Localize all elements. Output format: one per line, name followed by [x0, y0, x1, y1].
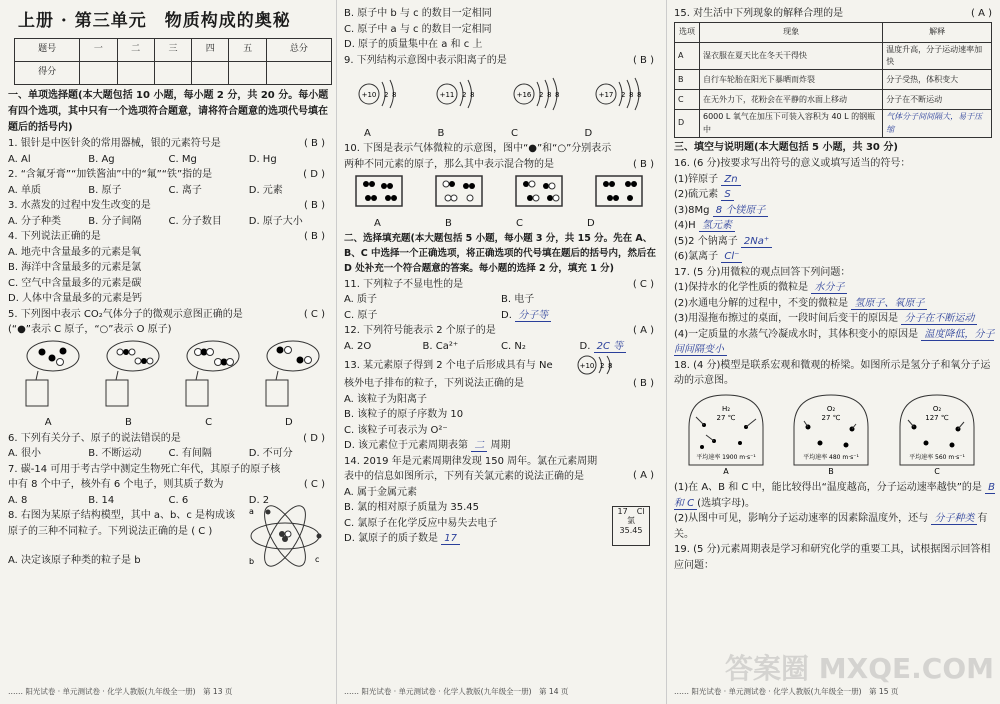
question-17: 17. (5 分)用微粒的观点回答下列问题： [674, 266, 851, 278]
options-7: A. 8 B. 14 C. 6 D. 2 [8, 494, 270, 506]
page-15 [668, 0, 1000, 704]
options-12: A. 2O B. Ca²⁺ C. N₂ D. 2C 等 [344, 339, 658, 355]
options-2: A. 单质 B. 原子 C. 离子 D. 元素 [8, 184, 283, 196]
answer-7: ( C ) [303, 479, 325, 491]
answer-5: ( C ) [303, 308, 325, 320]
phenomena-table: 选项 现象 解释 A 湿衣服在夏天比在冬天干得快 温度升高，分子运动速率加快 B 自行车轮胎在阳光下暴晒而炸裂 分子受热，体积变大 C 在无外力下，花粉会在平静的水面上移动 分子在不断运动 D 6000 L 氧气在加压下可装入容积为 40 L 的钢瓶中 气体分子间间隔大，易于压缩 [674, 22, 992, 139]
page-footer: …… 阳光试卷 · 单元测试卷 · 化学人教版(九年级全一册) 第 14 页 [344, 687, 569, 697]
question-13: 13. 某元素原子得到 2 个电子后形成具有与 Ne +10 2 8 [344, 354, 658, 376]
q16-item-4: (4)H 氢元素 [674, 218, 996, 234]
jar-a [26, 341, 79, 406]
q16-item-5: (5)2 个钠离子 2Na⁺ [674, 234, 996, 250]
atomic-number: 17 [617, 506, 628, 516]
score-cell[interactable] [154, 62, 191, 85]
page-13 [0, 0, 335, 704]
gas-particles-figure [344, 172, 656, 210]
watermark: 答案圈 MXQE.COM [725, 651, 994, 685]
question-3: 3. 水蒸发的过程中发生改变的是 ( B ) [8, 198, 329, 214]
section-1-heading: 一、单项选择题(本大题包括 10 小题，每小题 2 分，共 20 分。每小题有四个选项，其中只有一个选项符合题意，请将符合题意的选项代号填在题后的括号内) [8, 90, 329, 134]
question-10: 10. 下图是表示气体微粒的示意图，图中“●”和“○”分别表示两种不同元素的原子，那么其中表示混合物的是 ( B ) [344, 141, 658, 172]
svg-text:O₂: O₂ [826, 404, 836, 413]
score-label: 得分 [15, 62, 80, 85]
svg-text:8: 8 [392, 91, 397, 99]
question-4: 4. 下列说法正确的是 ( B ) [8, 229, 329, 245]
options-11b: C. 原子 D. 分子等 [344, 308, 658, 324]
option-13c: C. 该粒子可表示为 O²⁻ [344, 424, 448, 436]
element-name: 氯 [627, 516, 635, 526]
atomic-mass: 35.45 [619, 525, 643, 535]
jar-b [106, 341, 159, 406]
fill-11[interactable]: 分子等 [515, 310, 551, 322]
score-header: 五 [229, 39, 266, 62]
question-18: 18. (4 分)模型是联系宏观和微观的桥梁。如图所示是氢分子和氧分子运动的示意图。 [674, 359, 991, 387]
svg-text:8: 8 [470, 91, 475, 99]
svg-text:2: 2 [600, 362, 605, 371]
answer-13: ( B ) [632, 378, 654, 390]
box-c [516, 176, 562, 206]
answer-2: ( D ) [303, 169, 325, 181]
table-row: A 湿衣服在夏天比在冬天干得快 温度升高，分子运动速率加快 [675, 42, 992, 70]
structure-d [596, 78, 641, 110]
options-1: A. Al B. Ag C. Mg D. Hg [8, 153, 277, 165]
box-b [436, 176, 482, 206]
fill-13[interactable]: 二 [471, 440, 487, 452]
svg-text:27 ℃: 27 ℃ [716, 413, 736, 422]
option-14d: D. 氯原子的质子数是 17 [344, 531, 658, 547]
structure-a [359, 80, 396, 108]
table-row: B 自行车轮胎在阳光下暴晒而炸裂 分子受热，体积变大 [675, 70, 992, 90]
options-6: A. 很小 B. 不断运动 C. 有间隔 D. 不可分 [8, 448, 293, 460]
option-14c: C. 氯原子在化学反应中易失去电子 [344, 517, 498, 529]
answer-4: ( B ) [303, 231, 325, 243]
question-2: 2. “含氟牙膏”“加铁酱油”中的“氟”“铁”指的是 ( D ) [8, 167, 329, 183]
score-table [14, 38, 332, 85]
score-header: 三 [154, 39, 191, 62]
svg-text:127 ℃: 127 ℃ [925, 413, 949, 422]
unit-title: 上册 · 第三单元 物质构成的奥秘 [18, 11, 291, 31]
answer-12: ( A ) [632, 325, 654, 337]
q16-item-6: (6)氯离子 Cl⁻ [674, 249, 996, 265]
svg-text:+11: +11 [439, 91, 455, 99]
ne-structure-icon [576, 354, 628, 376]
diagram-label-b: b [249, 557, 255, 567]
atom-model-figure [245, 504, 325, 568]
fill-15[interactable]: 气体分子间间隔大，易于压缩 [886, 112, 983, 134]
section-3-heading: 三、填空与说明题(本大题包括 5 小题，共 30 分) [674, 142, 898, 154]
ion-structure-figure [344, 68, 656, 120]
svg-text:+10: +10 [579, 362, 595, 371]
page-footer: …… 阳光试卷 · 单元测试卷 · 化学人教版(九年级全一册) 第 15 页 [674, 687, 899, 697]
options-3: A. 分子种类 B. 分子间隔 C. 分子数目 D. 原子大小 [8, 215, 303, 227]
element-symbol: Cl [636, 506, 645, 516]
score-header: 题号 [15, 39, 80, 62]
question-1: 1. 银针是中医针灸的常用器械，银的元素符号是 ( B ) [8, 136, 329, 152]
fill-12[interactable]: 2C 等 [594, 341, 627, 353]
question-5-note: (“●”表示 C 原子，“○”表示 O 原子) [8, 324, 172, 336]
question-14: 14. 2019 年是元素周期律发现 150 周年。氯在元素周期表中的信息如图所示，下列有关氯元素的说法正确的是 [344, 455, 598, 483]
question-5: 5. 下列图中表示 CO₂气体分子的微观示意图正确的是 ( C ) [8, 307, 329, 323]
svg-text:+16: +16 [516, 91, 532, 99]
answer-6: ( D ) [303, 432, 325, 444]
labels-9: A B C D [364, 127, 593, 139]
svg-text:+10: +10 [361, 91, 377, 99]
table-row: D 6000 L 氧气在加压下可装入容积为 40 L 的钢瓶中 气体分子间间隔大，易于压缩 [675, 110, 992, 138]
option-14b: B. 氯的相对原子质量为 35.45 [344, 502, 480, 514]
option-8b: B. 原子中 b 与 c 的数目一定相同 [344, 8, 492, 19]
score-header: 总分 [266, 39, 331, 62]
option-13b: B. 该粒子的原子序数为 10 [344, 409, 464, 421]
option-13a: A. 该粒子为阳离子 [344, 393, 428, 405]
answer-10: ( B ) [632, 158, 654, 170]
q18-part-1: (1)在 A、B 和 C 中，能比较得出“温度越高，分子运动速率越快”的是 B 和 C (选填字母)。 [674, 482, 995, 509]
bell-c [900, 395, 974, 475]
svg-text:A: A [723, 466, 729, 475]
svg-text:8: 8 [629, 91, 634, 99]
bell-a [689, 395, 763, 475]
svg-text:O₂: O₂ [932, 404, 942, 413]
svg-text:C: C [934, 466, 940, 475]
structure-c [514, 78, 559, 110]
answer-1: ( B ) [303, 138, 325, 150]
section-2-heading: 二、选择填充题(本大题包括 5 小题，每小题 3 分，共 15 分。先在 A、B、C 中选择一个正确选项，将正确选项的代号填在题后的括号内，然后在 D 处补充一个符合题意的答案。每小题的选择 2 分，填充 1 分) [344, 233, 657, 275]
question-7: 7. 碳-14 可用于考古学中测定生物死亡年代，其原子的原子核中有 8 个中子，核外有 6 个电子，则其质子数为 ( C ) [8, 462, 329, 493]
question-13b: 核外电子排布的粒子，下列说法正确的是 ( B ) [344, 376, 658, 392]
svg-text:8: 8 [637, 91, 642, 99]
score-cell[interactable] [117, 62, 154, 85]
option-13d: D. 该元素位于元素周期表第 二 周期 [344, 440, 511, 452]
question-11: 11. 下列粒子不显电性的是 ( C ) [344, 277, 658, 293]
structure-b [437, 80, 474, 108]
answer-11: ( C ) [632, 278, 654, 290]
box-d [596, 176, 642, 206]
question-9: 9. 下列结构示意图中表示阳离子的是 ( B ) [344, 53, 658, 69]
q17-part-3: (3)用湿拖布擦过的桌面，一段时间后变干的原因是 分子在不断运动 [674, 311, 996, 327]
q17-part-4: (4)一定质量的水蒸气冷凝成水时，其体积变小的原因是 温度降低，分子间间隔变小 [674, 328, 995, 356]
jar-d [266, 341, 319, 406]
option-4a: A. 地壳中含量最多的元素是氧 [8, 246, 142, 258]
svg-text:8: 8 [555, 91, 560, 99]
svg-text:平均速率 480 m·s⁻¹: 平均速率 480 m·s⁻¹ [803, 453, 859, 461]
score-cell[interactable] [229, 62, 266, 85]
options-11: A. 质子 B. 电子 [344, 294, 535, 306]
q18-part-2: (2)从图中可见，影响分子运动速率的因素除温度外，还与 分子种类 有关。 [674, 513, 988, 540]
svg-text:8: 8 [547, 91, 552, 99]
jar-c [186, 341, 239, 406]
svg-text:27 ℃: 27 ℃ [821, 413, 841, 422]
svg-text:B: B [828, 466, 834, 475]
svg-text:8: 8 [608, 362, 613, 371]
page-footer: …… 阳光试卷 · 单元测试卷 · 化学人教版(九年级全一册) 第 13 页 [8, 687, 233, 697]
option-4d: D. 人体中含量最多的元素是钙 [8, 293, 143, 305]
score-header: 一 [80, 39, 117, 62]
option-8c: C. 原子中 a 与 c 的数目一定相同 [344, 23, 492, 35]
question-16: 16. (6 分)按要求写出符号的意义或填写适当的符号： [674, 158, 911, 170]
option-4b: B. 海洋中含量最多的元素是氯 [8, 262, 142, 274]
question-15: 15. 对生活中下列现象的解释合理的是 ( A ) [674, 6, 996, 22]
answer-9: ( B ) [632, 54, 654, 66]
labels-10: A B C D [374, 217, 595, 229]
q16-item-2: (2)硫元素 S [674, 187, 996, 203]
answer-15: ( A ) [970, 8, 992, 19]
score-header: 二 [117, 39, 154, 62]
svg-text:平均速率 1900 m·s⁻¹: 平均速率 1900 m·s⁻¹ [696, 453, 756, 461]
question-19: 19. (5 分)元素周期表是学习和研究化学的重要工具，试根据图示回答相应问题： [674, 544, 991, 571]
molecule-motion-figure [674, 389, 992, 475]
question-6: 6. 下列有关分子、原子的说法错误的是 ( D ) [8, 431, 329, 447]
score-cell[interactable] [192, 62, 229, 85]
q16-item-3: (3)8Mg 8 个镁原子 [674, 203, 996, 219]
q16-item-1: (1)锌原子 Zn [674, 172, 996, 188]
q17-part-2: (2)水通电分解的过程中，不变的微粒是 氢原子、氧原子 [674, 296, 996, 312]
option-8d: D. 原子的质量集中在 a 和 c 上 [344, 39, 483, 50]
page-14 [338, 0, 664, 704]
fill-14[interactable]: 17 [441, 533, 460, 545]
element-cell-cl [612, 506, 650, 546]
svg-text:2: 2 [539, 91, 544, 99]
table-row: C 在无外力下，花粉会在平静的水面上移动 分子在不断运动 [675, 90, 992, 110]
option-4c: C. 空气中含量最多的元素是碳 [8, 277, 142, 289]
labels-5: A B C D [44, 417, 293, 429]
diagram-label-a: a [249, 507, 254, 517]
question-12: 12. 下列符号能表示 2 个原子的是 ( A ) [344, 323, 658, 339]
diagram-label-c: c [315, 555, 320, 565]
co2-jars-figure [8, 338, 328, 410]
answer-14: ( A ) [632, 469, 654, 481]
score-cell[interactable] [266, 62, 331, 85]
svg-text:H₂: H₂ [721, 404, 731, 413]
option-14a: A. 属于金属元素 [344, 486, 418, 498]
bell-b [794, 395, 868, 475]
answer-8: ( C ) [191, 525, 213, 537]
svg-text:2: 2 [621, 91, 626, 99]
answer-3: ( B ) [303, 200, 325, 212]
score-header: 四 [192, 39, 229, 62]
question-8: 8. 右图为某原子结构模型，其中 a、b、c 是构成该原子的三种不同粒子。下列说法正确的是 ( C ) [8, 510, 236, 537]
q17-part-1: (1)保持水的化学性质的微粒是 水分子 [674, 280, 996, 296]
svg-text:+17: +17 [598, 91, 614, 99]
box-a [356, 176, 402, 206]
option-8a: A. 决定该原子种类的粒子是 b [8, 555, 141, 567]
svg-text:2: 2 [384, 91, 389, 99]
svg-text:平均速率 560 m·s⁻¹: 平均速率 560 m·s⁻¹ [909, 453, 965, 461]
svg-text:2: 2 [462, 91, 467, 99]
score-cell[interactable] [80, 62, 117, 85]
